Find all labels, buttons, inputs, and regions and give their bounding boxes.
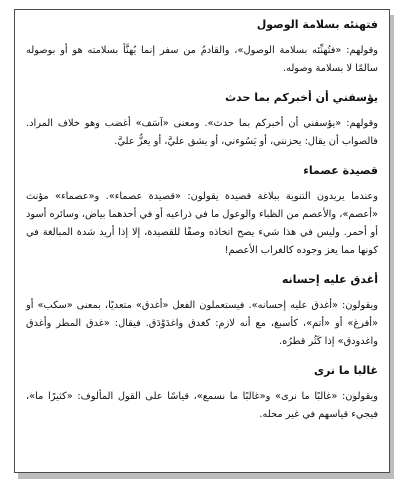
section xyxy=(26,89,378,151)
section-heading: أغدق عليه إحسانه xyxy=(281,273,378,286)
section-body: وقولهم: «فتُهنِّئه بسلامة الوصول»، والقادمُ من سفر إنما يُهنَّأ بسلامته هو أو بوصوله سالمًا لا بسلامة وصوله. xyxy=(26,45,378,74)
section-heading: يؤسفني أن أخبركم بما حدث xyxy=(225,91,378,104)
section-heading: فتهنئه بسلامة الوصول xyxy=(256,18,378,31)
section-body: ويقولون: «غالبًا ما نرى» و«غالبًا ما نسمع»، قياسًا على القول المألوف: «كثيرًا ما»، فيجيء قياسهم في غير محله. xyxy=(26,391,378,420)
section-heading: غالبا ما نرى xyxy=(313,364,378,377)
section-body: وقولهم: «يؤسفني أن أخبركم بما حدث». ومعنى «آسَف» أغضب وهو خلاف المراد. فالصواب أن يقال: يحزنني، أو يَسُوءني، أو يشق عليَّ، أو يعزُّ عليَّ. xyxy=(26,118,378,147)
section xyxy=(26,162,378,260)
section xyxy=(26,362,378,424)
section-body: وعندما يريدون التنوية ببلاغة قصيدة يقولون: «قصيدة عصماء». و«عصماء» مؤنث «أعصم»، والأعصم من الظباء والوعول ما في ذراعيه أو في أحدهما بياض، وسائره أسود أو أحمر. وليس في هذا شيء يصح اتخاذه وصفًا للقصيدة، إلا إذا أريد شدة المبالغة في كونها مما يعز وجوده كالغراب الأعصم! xyxy=(26,191,378,256)
section xyxy=(26,271,378,351)
document-page xyxy=(14,9,390,473)
document-content xyxy=(15,10,389,424)
section xyxy=(26,16,378,78)
section-body: ويقولون: «أغدق عليه إحسانه». فيستعملون الفعل «أغدق» متعديًا، بمعنى «سكب» أو «أفرغ» أو «أتم»، كأسبغ، مع أنه لازم: كغدق واغدَوْدَق. فيقال: «غدق المطر وأغدق واغدودق» إذا كَثُر قطرُه. xyxy=(26,300,378,347)
section-heading: قصيدة عصماء xyxy=(303,164,378,177)
